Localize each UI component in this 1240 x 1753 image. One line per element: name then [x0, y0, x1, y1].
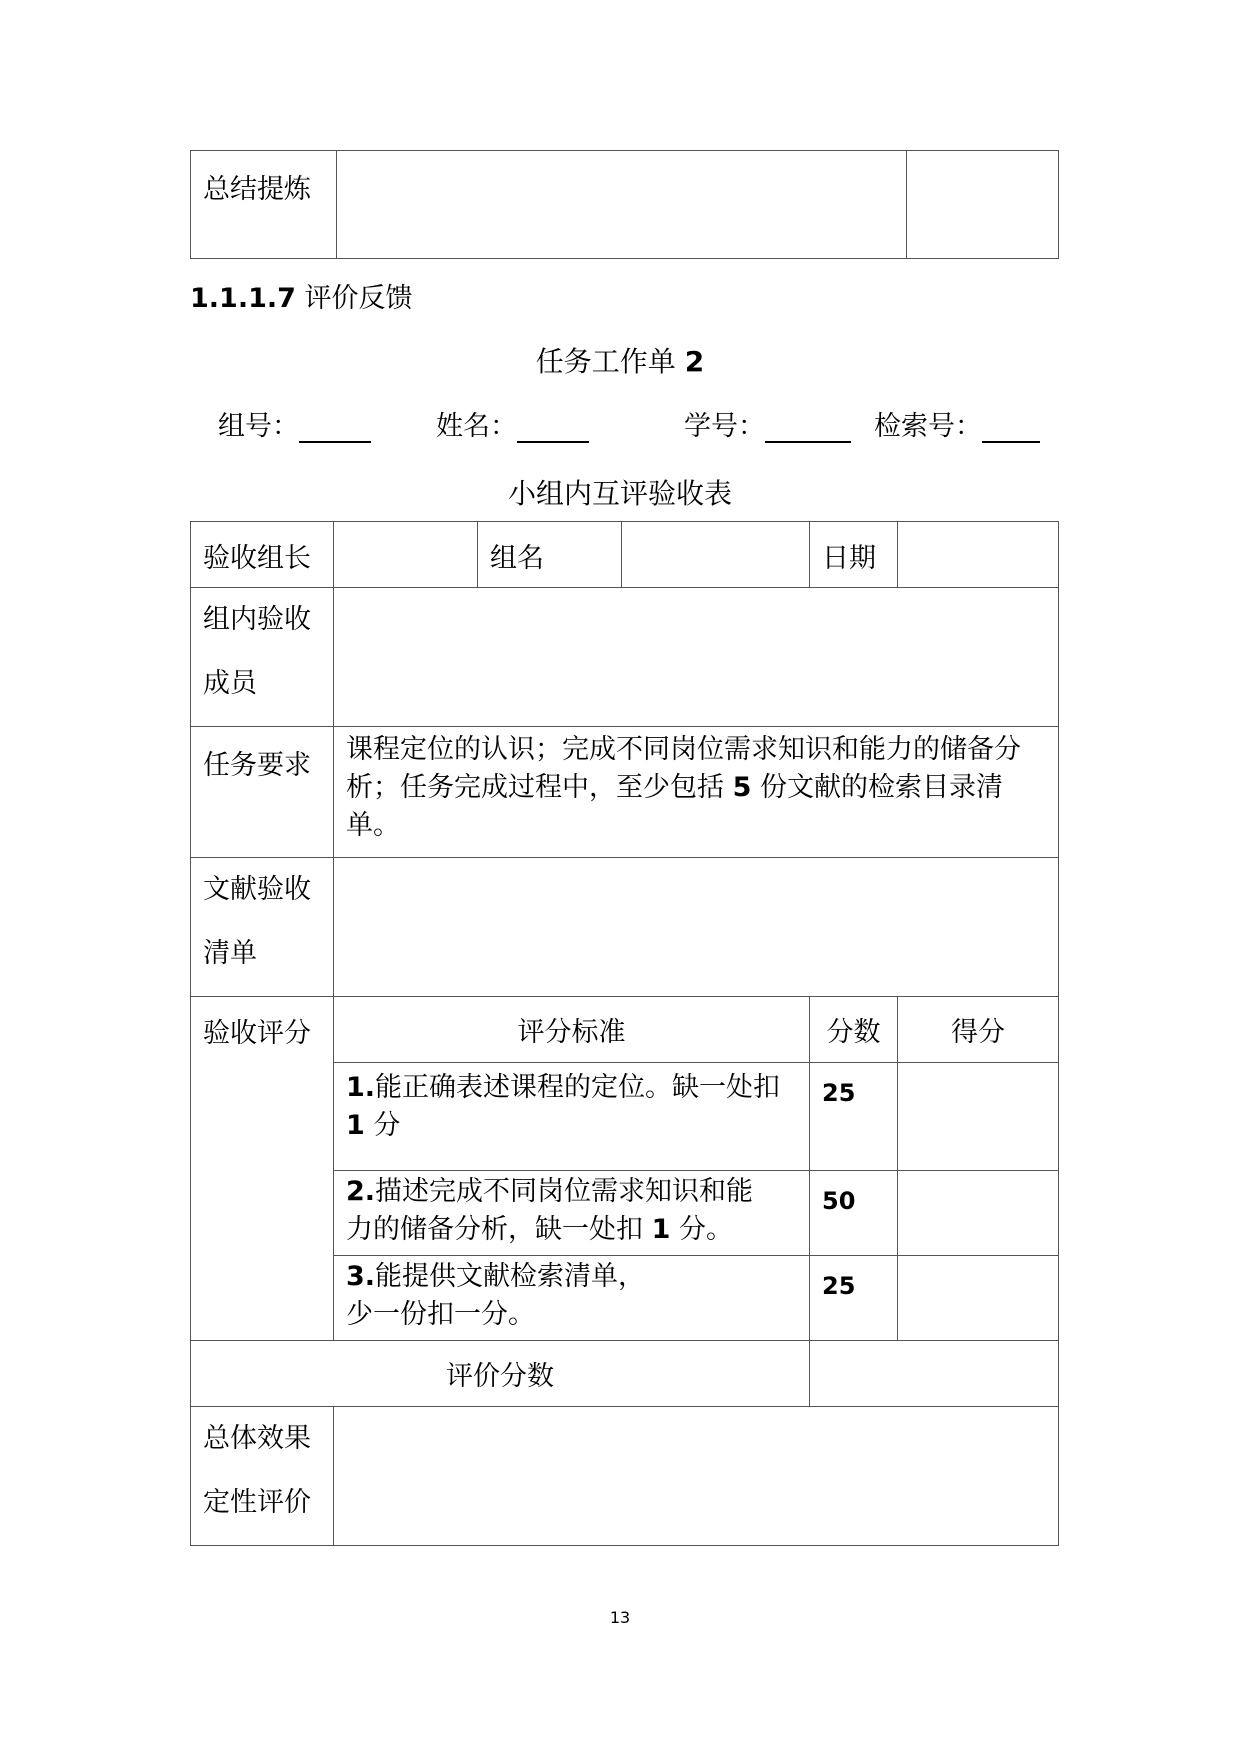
summary-label: 总结提炼 — [191, 151, 337, 259]
date-value-cell[interactable] — [898, 522, 1059, 588]
sheet-title — [0, 340, 1240, 380]
overall-label — [191, 1407, 334, 1546]
summary-table — [190, 150, 1059, 259]
criteria-item-3: 3.能提供文献检索清单， 少一份扣一分。 — [334, 1256, 810, 1341]
score-item-2-cell[interactable] — [898, 1171, 1059, 1256]
summary-content-cell[interactable] — [337, 151, 907, 259]
evaluation-score-label: 评价分数 — [191, 1341, 810, 1407]
search-no-blank[interactable] — [982, 413, 1040, 443]
literature-value-cell[interactable] — [334, 858, 1059, 997]
criteria-item-1: 1.能正确表述课程的定位。缺一处扣 1 分 — [334, 1063, 810, 1171]
literature-label — [191, 858, 334, 997]
leader-value-cell[interactable] — [334, 522, 478, 588]
sheet-title-number: 2 — [684, 345, 705, 378]
search-no-label: 检索号： — [874, 411, 982, 442]
members-label-line2: 成员 — [203, 668, 257, 699]
summary-extra-cell[interactable] — [907, 151, 1059, 259]
points-item-3: 25 — [810, 1256, 898, 1341]
literature-label-line2: 清单 — [203, 938, 257, 969]
requirements-label: 任务要求 — [191, 727, 334, 858]
leader-label: 验收组长 — [191, 522, 334, 588]
group-no-label: 组号： — [218, 411, 299, 442]
name-label: 姓名： — [436, 411, 517, 442]
members-label-line1: 组内验收 — [203, 604, 311, 635]
members-value-cell[interactable] — [334, 588, 1059, 727]
group-name-label: 组名 — [478, 522, 622, 588]
student-id-field[interactable] — [684, 404, 851, 443]
date-label: 日期 — [810, 522, 898, 588]
group-no-blank[interactable] — [299, 413, 371, 443]
page-number: 13 — [609, 1608, 631, 1627]
score-item-3-cell[interactable] — [898, 1256, 1059, 1341]
members-label — [191, 588, 334, 727]
name-field[interactable] — [436, 404, 589, 443]
overall-label-line1: 总体效果 — [203, 1423, 311, 1454]
student-id-label: 学号： — [684, 411, 765, 442]
evaluation-score-value-cell[interactable] — [810, 1341, 1059, 1407]
name-blank[interactable] — [517, 413, 589, 443]
requirements-text: 课程定位的认识；完成不同岗位需求知识和能力的储备分析；任务完成过程中，至少包括 5 份文献的检索目录清单。 — [334, 727, 1059, 858]
sheet-title-text: 任务工作单 — [535, 345, 676, 378]
section-title: 评价反馈 — [304, 283, 413, 314]
section-heading — [190, 276, 413, 315]
student-id-blank[interactable] — [765, 413, 851, 443]
points-header: 分数 — [810, 997, 898, 1063]
scoring-label: 验收评分 — [191, 997, 334, 1341]
points-item-2: 50 — [810, 1171, 898, 1256]
criteria-item-2: 2.描述完成不同岗位需求知识和能 力的储备分析，缺一处扣 1 分。 — [334, 1171, 810, 1256]
overall-label-line2: 定性评价 — [203, 1487, 311, 1518]
overall-value-cell[interactable] — [334, 1407, 1059, 1546]
literature-label-line1: 文献验收 — [203, 874, 311, 905]
points-item-1: 25 — [810, 1063, 898, 1171]
group-no-field[interactable] — [218, 404, 371, 443]
peer-review-table — [190, 521, 1059, 1546]
section-number: 1.1.1.7 — [190, 283, 296, 314]
requirements-count: 5 — [732, 772, 752, 803]
search-no-field[interactable] — [874, 404, 1040, 443]
score-header: 得分 — [898, 997, 1059, 1063]
score-item-1-cell[interactable] — [898, 1063, 1059, 1171]
criteria-header: 评分标准 — [334, 997, 810, 1063]
table-title: 小组内互评验收表 — [507, 477, 732, 510]
group-name-value-cell[interactable] — [622, 522, 810, 588]
